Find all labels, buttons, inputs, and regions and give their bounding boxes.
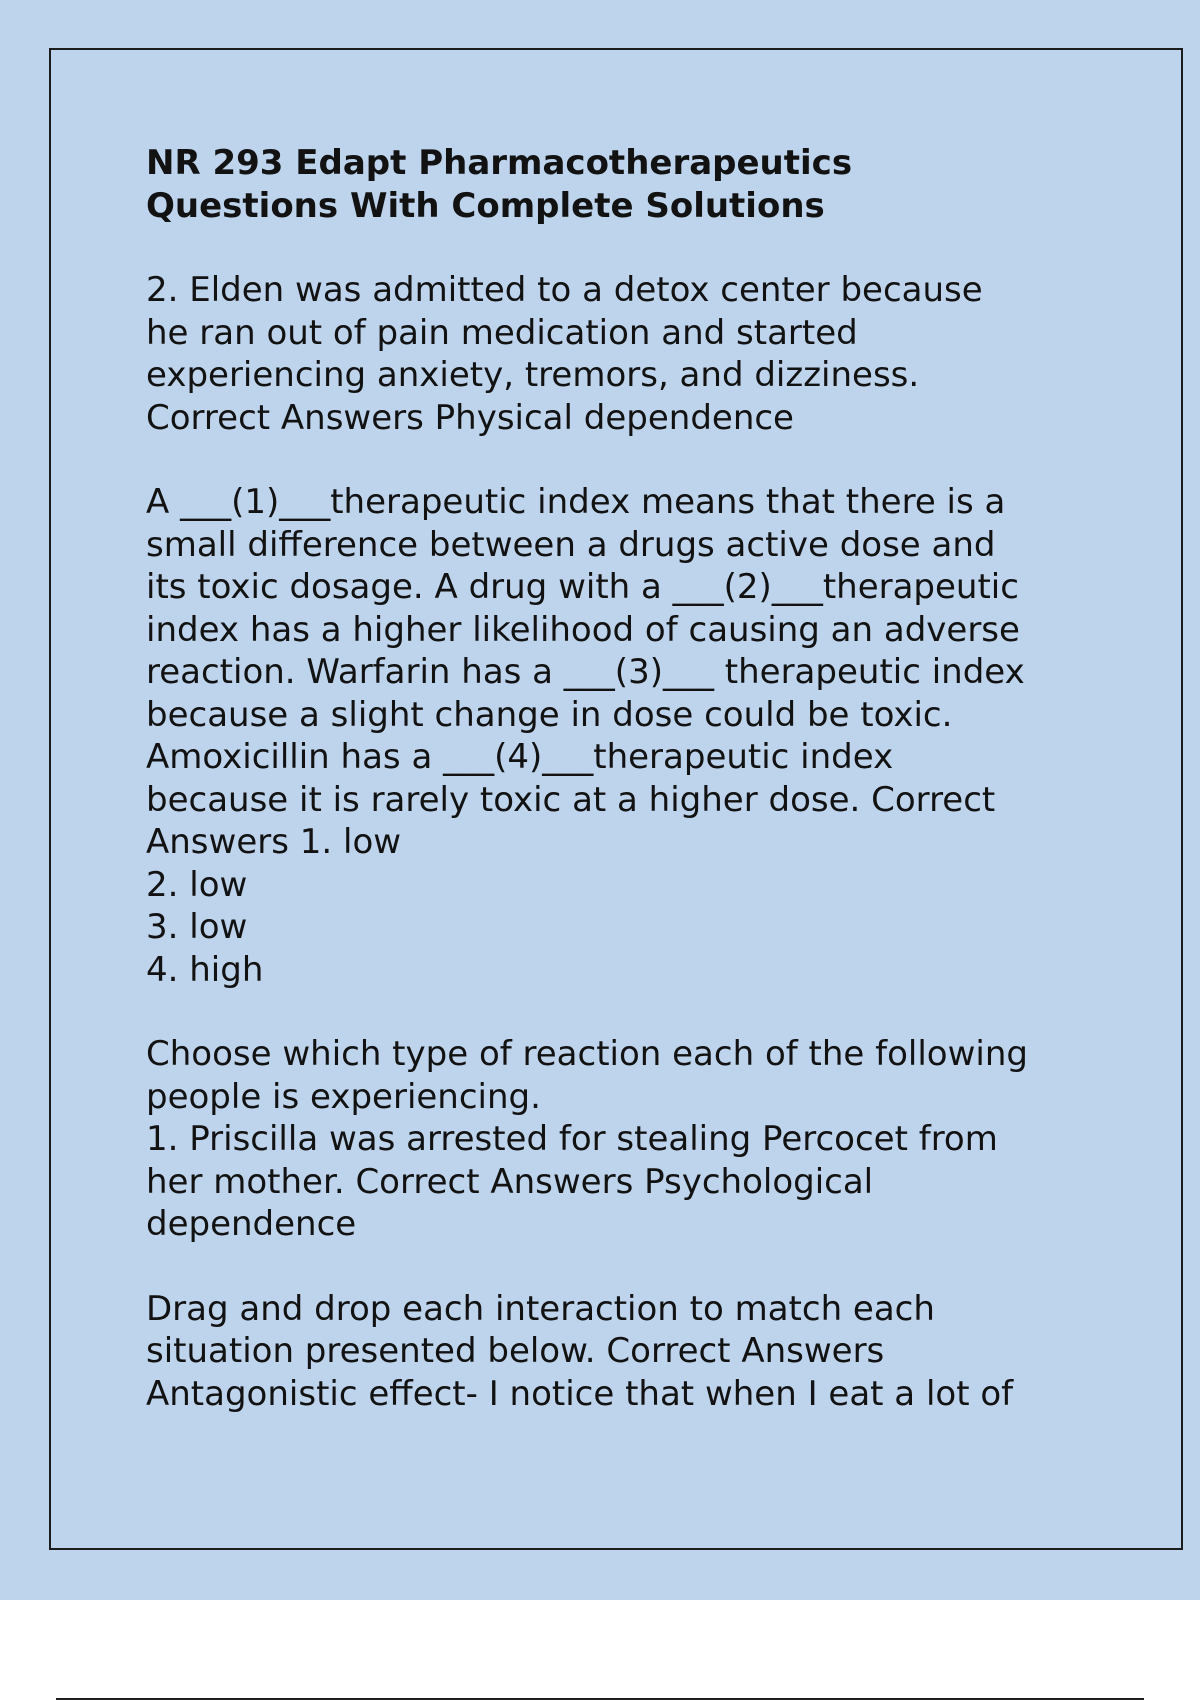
document-content [146, 142, 1106, 1415]
document-title: NR 293 Edapt Pharmacotherapeutics Questions With Complete Solutions [146, 143, 853, 226]
question-drag-and-drop: Drag and drop each interaction to match each situation presented below. Correct Answers Antagonistic effect- I notice that when I eat a lot of [146, 1288, 1014, 1414]
question-elden: 2. Elden was admitted to a detox center because he ran out of pain medication and started experiencing anxiety, tremors, and dizziness. Correct Answers Physical dependence [146, 270, 983, 438]
question-therapeutic-index: A ___(1)___therapeutic index means that there is a small difference between a drugs active dose and its toxic dosage. A drug with a ___(2)___therapeutic index has a higher likelihood of causing an adverse reaction. Warfarin has a ___(3)___ therapeutic index because a slight change in dose could be toxic. Amoxicillin has a ___(4)___therapeutic index because it is rarely toxic at a higher dose. Correct Answers 1. low 2. low 3. low 4. high [146, 482, 1025, 990]
question-reaction-type: Choose which type of reaction each of the following people is experiencing. 1. Priscilla was arrested for stealing Percocet from her mother. Correct Answers Psychological dependence [146, 1034, 1028, 1244]
